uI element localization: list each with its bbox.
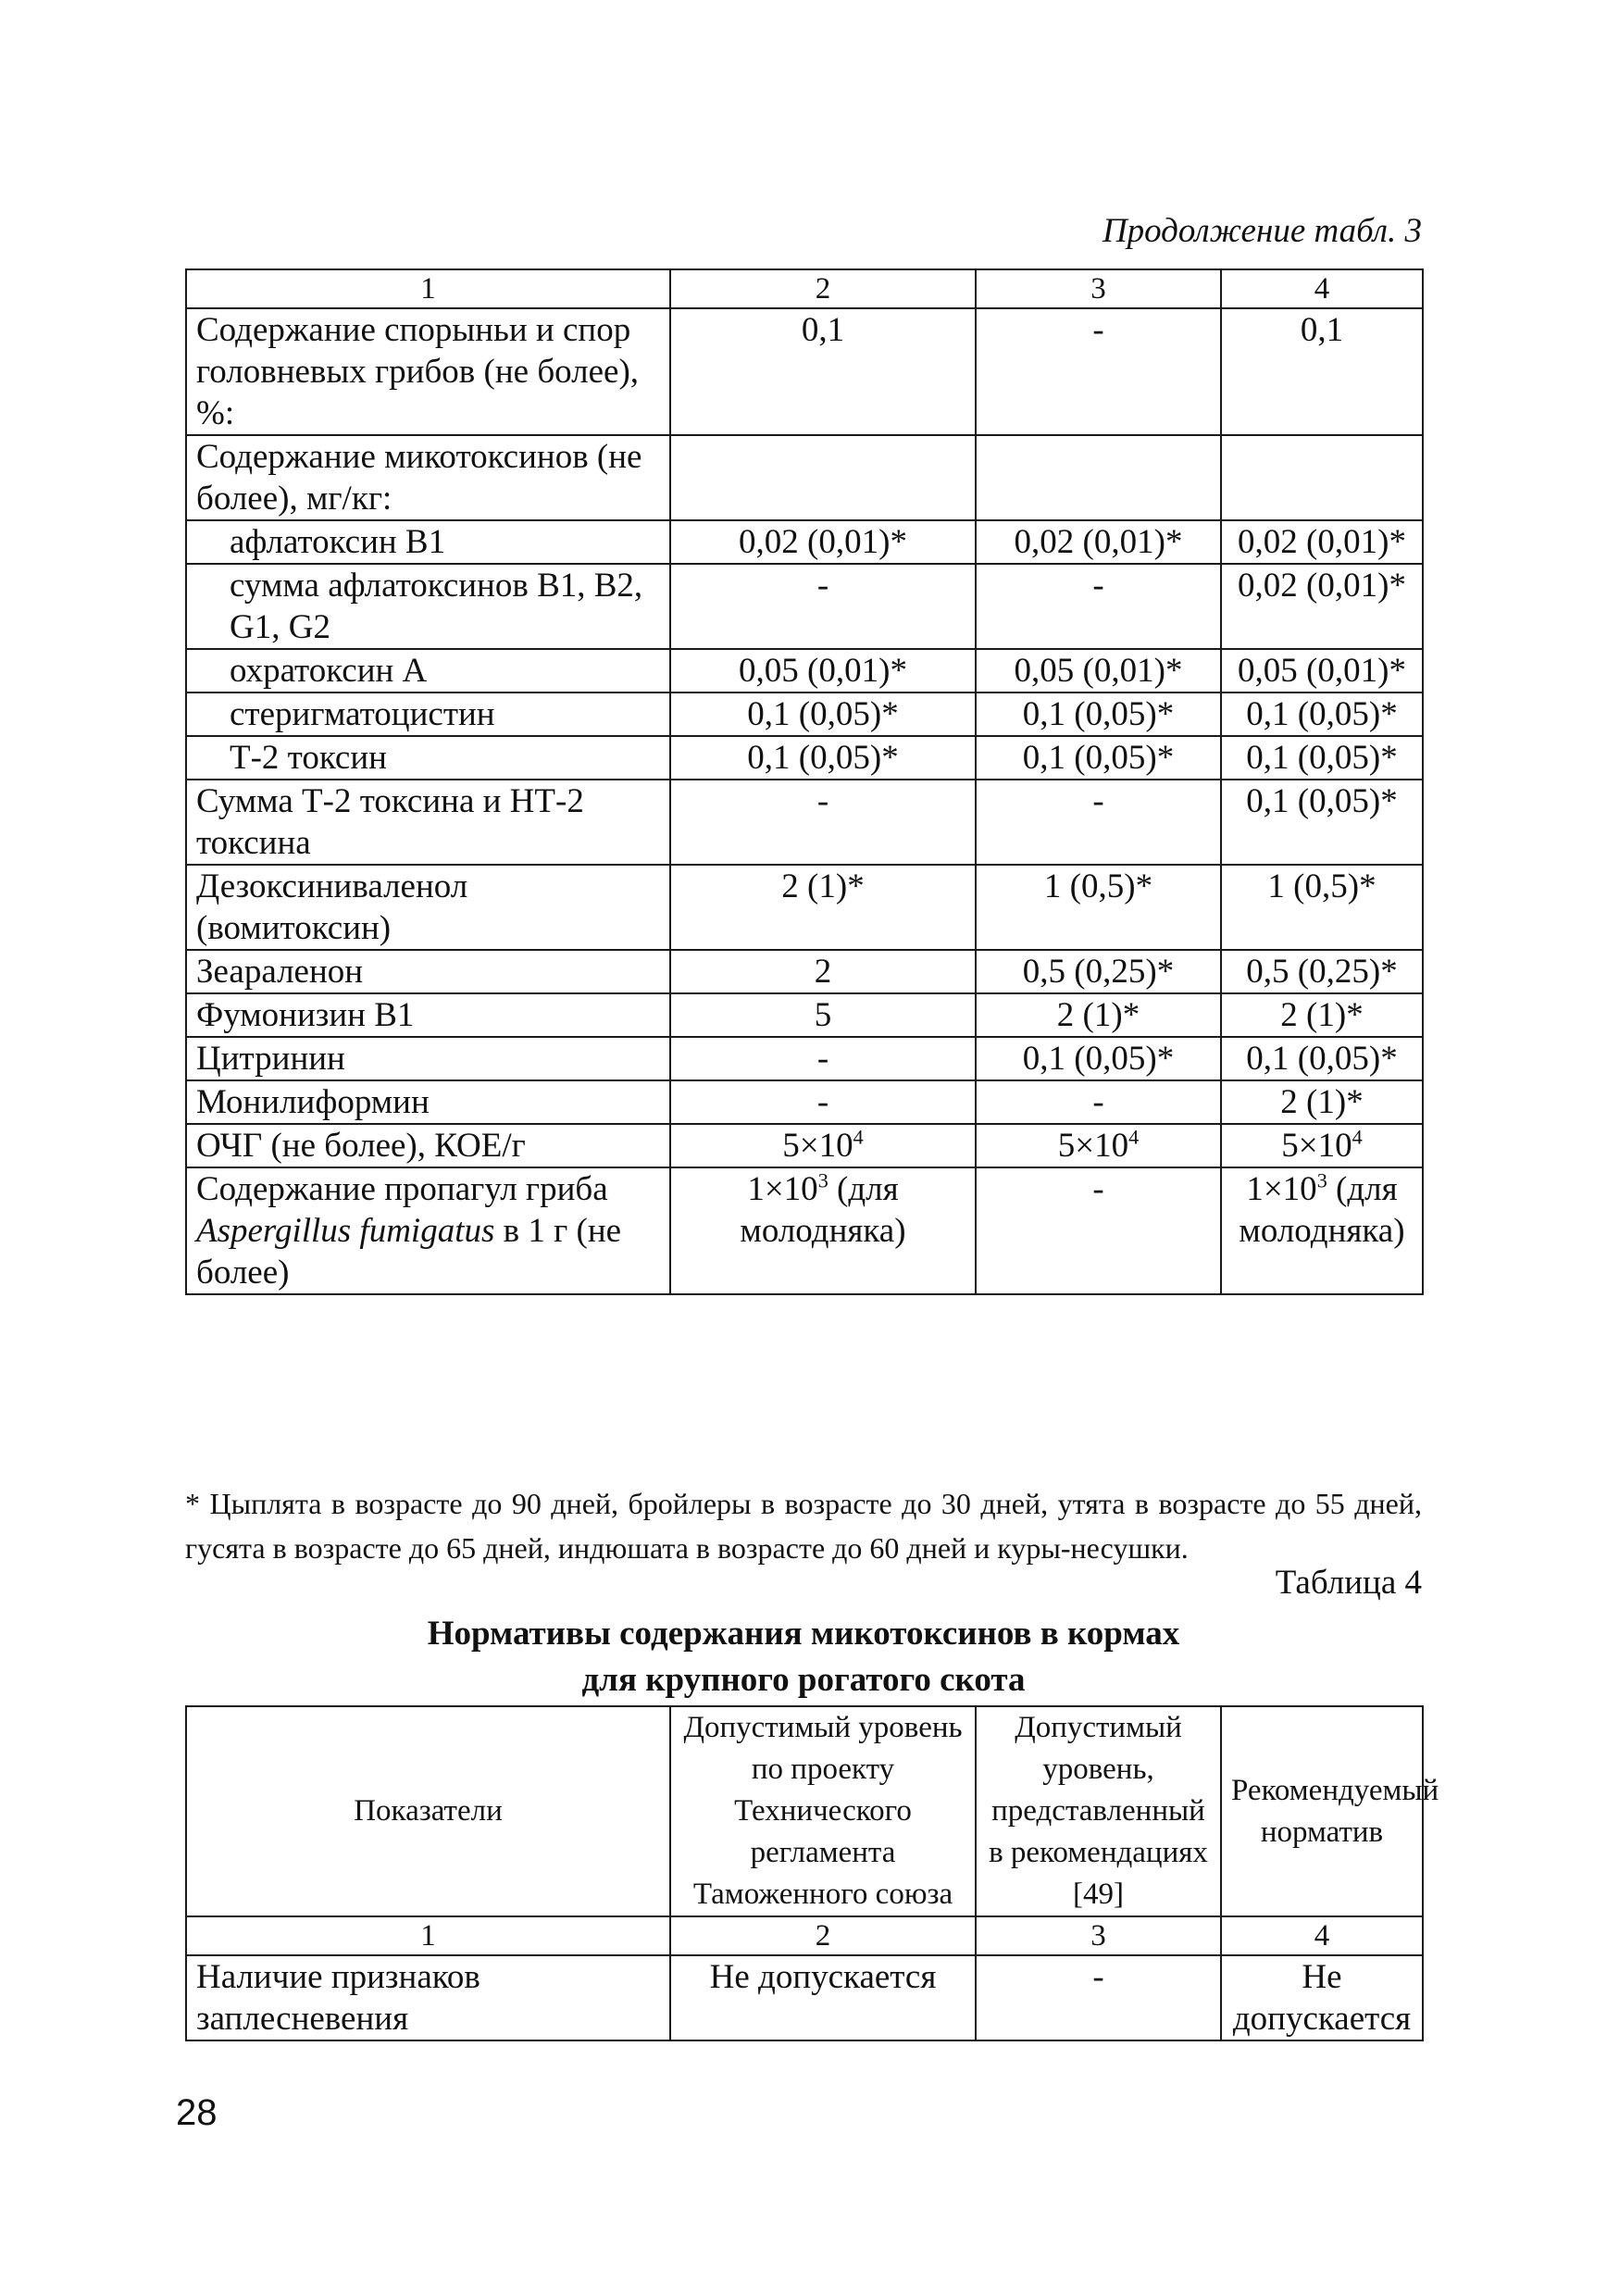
indicator-text: в 1 г (не более): [196, 1212, 622, 1292]
value-cell: -: [976, 308, 1221, 435]
value-cell: Не допускается: [1221, 1955, 1423, 2040]
table-row: [186, 1037, 1423, 1080]
value-cell: 5: [670, 993, 976, 1037]
indicator-cell: афлатоксин В1: [186, 520, 670, 564]
value-cell: -: [976, 1955, 1221, 2040]
value-cell: -: [670, 1080, 976, 1124]
value-cell: -: [670, 564, 976, 649]
value-cell: [976, 1124, 1221, 1167]
value-cell: [670, 1167, 976, 1294]
value-cell: 2 (1)*: [976, 993, 1221, 1037]
value-cell: 0,1 (0,05)*: [1221, 736, 1423, 780]
value-cell: 0,02 (0,01)*: [976, 520, 1221, 564]
table-row: [186, 865, 1423, 950]
column-number: 1: [186, 1916, 670, 1955]
column-header: Допустимый уровень по проекту Технического регламента Таможенного союза: [670, 1706, 976, 1916]
page-number: 28: [176, 2092, 218, 2133]
value-cell: -: [976, 780, 1221, 865]
column-number: 4: [1221, 1916, 1423, 1955]
table-row: [186, 693, 1423, 736]
value-cell: 0,1 (0,05)*: [1221, 693, 1423, 736]
table-header-row: [186, 269, 1423, 308]
column-number: 4: [1221, 269, 1423, 308]
table-4-title: [185, 1611, 1422, 1703]
indicator-cell: Содержание спорыньи и спор головневых грибов (не более), %:: [186, 308, 670, 435]
value-cell: 0,1 (0,05)*: [976, 736, 1221, 780]
table-row: [186, 564, 1423, 649]
value-cell: 2 (1)*: [670, 865, 976, 950]
value-exponent: 4: [1352, 1125, 1363, 1149]
value-cell: -: [976, 1167, 1221, 1294]
table-column-headers: [186, 1706, 1423, 1916]
value-cell: Не допускается: [670, 1955, 976, 2040]
continuation-label: Продолжение табл. 3: [1102, 212, 1422, 250]
table-row: [186, 950, 1423, 993]
table-row: [186, 1167, 1423, 1294]
value-base: 5×10: [782, 1127, 853, 1165]
table-row: [186, 1080, 1423, 1124]
table-row: [186, 1955, 1423, 2040]
column-header: Показатели: [186, 1706, 670, 1916]
indicator-cell: сумма афлатоксинов В1, В2, G1, G2: [186, 564, 670, 649]
value-cell: -: [976, 1080, 1221, 1124]
value-cell: 0,02 (0,01)*: [1221, 520, 1423, 564]
value-cell: 0,5 (0,25)*: [976, 950, 1221, 993]
indicator-cell: Наличие признаков заплесневения: [186, 1955, 670, 2040]
indicator-cell: [186, 1167, 670, 1294]
table-row: [186, 520, 1423, 564]
table-header-row: [186, 1916, 1423, 1955]
value-cell: 2: [670, 950, 976, 993]
value-cell: 1 (0,5)*: [1221, 865, 1423, 950]
value-cell: 1 (0,5)*: [976, 865, 1221, 950]
column-header: Рекомендуемый норматив: [1221, 1706, 1423, 1916]
table-4-label: Таблица 4: [1275, 1564, 1422, 1602]
value-cell: -: [670, 780, 976, 865]
value-cell: 0,1 (0,05)*: [976, 693, 1221, 736]
table-row: [186, 649, 1423, 693]
indicator-text: Содержание пропагул гриба: [196, 1170, 608, 1208]
value-exponent: 3: [817, 1168, 828, 1192]
column-number: 2: [670, 269, 976, 308]
value-cell: 2 (1)*: [1221, 1080, 1423, 1124]
table-row: [186, 993, 1423, 1037]
indicator-cell: охратоксин А: [186, 649, 670, 693]
value-cell: [1221, 435, 1423, 520]
indicator-cell: ОЧГ (не более), КОЕ/г: [186, 1124, 670, 1167]
table-row: [186, 736, 1423, 780]
value-cell: [670, 435, 976, 520]
value-cell: 0,02 (0,01)*: [1221, 564, 1423, 649]
footnote: * Цыплята в возрасте до 90 дней, бройлеры в возрасте до 30 дней, утята в возрасте до 55 дней, гусята в возрасте до 65 дней, индюшата в возрасте до 60 дней и куры-несушки.: [185, 1487, 1422, 1565]
value-cell: [976, 435, 1221, 520]
value-cell: 2 (1)*: [1221, 993, 1423, 1037]
value-cell: 0,1: [1221, 308, 1423, 435]
value-base: 1×10: [1246, 1170, 1317, 1208]
value-cell: [1221, 1167, 1423, 1294]
table-row: [186, 780, 1423, 865]
indicator-cell: Т-2 токсин: [186, 736, 670, 780]
value-cell: 0,05 (0,01)*: [670, 649, 976, 693]
value-cell: 0,1 (0,05)*: [670, 736, 976, 780]
table-row: [186, 1124, 1423, 1167]
indicator-cell: Зеараленон: [186, 950, 670, 993]
table-4: [185, 1705, 1439, 2041]
value-cell: 0,05 (0,01)*: [976, 649, 1221, 693]
indicator-cell: Сумма Т-2 токсина и НТ-2 токсина: [186, 780, 670, 865]
column-number: 3: [976, 269, 1221, 308]
value-exponent: 4: [1128, 1125, 1140, 1149]
table-4-title-line: для крупного рогатого скота: [581, 1661, 1026, 1699]
value-cell: 0,1 (0,05)*: [976, 1037, 1221, 1080]
indicator-cell: Дезоксиниваленол (вомитоксин): [186, 865, 670, 950]
value-base: 5×10: [1281, 1127, 1352, 1165]
value-exponent: 3: [1316, 1168, 1327, 1192]
table-3: [185, 268, 1424, 1295]
indicator-cell: Монилиформин: [186, 1080, 670, 1124]
column-number: 2: [670, 1916, 976, 1955]
value-cell: -: [976, 564, 1221, 649]
table-row: [186, 308, 1423, 435]
value-cell: [670, 1124, 976, 1167]
value-cell: [1221, 1124, 1423, 1167]
table-4-title-line: Нормативы содержания микотоксинов в кормах: [427, 1615, 1180, 1653]
column-number: 3: [976, 1916, 1221, 1955]
value-cell: 0,1 (0,05)*: [1221, 1037, 1423, 1080]
value-exponent: 4: [853, 1125, 864, 1149]
indicator-cell: Содержание микотоксинов (не более), мг/кг:: [186, 435, 670, 520]
value-cell: 0,05 (0,01)*: [1221, 649, 1423, 693]
column-number: 1: [186, 269, 670, 308]
value-cell: 0,1: [670, 308, 976, 435]
indicator-cell: Цитринин: [186, 1037, 670, 1080]
value-cell: -: [670, 1037, 976, 1080]
value-base: 5×10: [1057, 1127, 1129, 1165]
value-cell: 0,02 (0,01)*: [670, 520, 976, 564]
indicator-cell: Фумонизин В1: [186, 993, 670, 1037]
value-suffix: (для молодняка): [1239, 1170, 1405, 1250]
indicator-cell: стеригматоцистин: [186, 693, 670, 736]
value-cell: 0,1 (0,05)*: [670, 693, 976, 736]
column-header: Допустимый уровень, представленный в рекомендациях [49]: [976, 1706, 1221, 1916]
table-row: [186, 435, 1423, 520]
value-cell: 0,1 (0,05)*: [1221, 780, 1423, 865]
value-base: 1×10: [747, 1170, 818, 1208]
species-name: Aspergillus fumigatus: [196, 1212, 495, 1250]
value-suffix: (для молодняка): [740, 1170, 906, 1250]
value-cell: 0,5 (0,25)*: [1221, 950, 1423, 993]
